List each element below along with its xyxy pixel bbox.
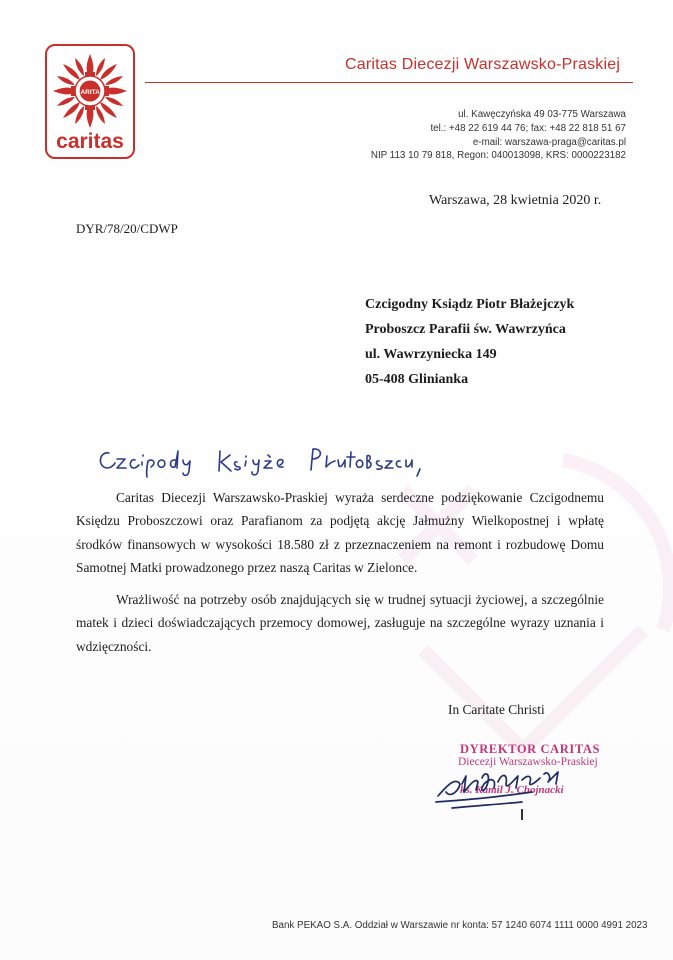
address-block (371, 108, 626, 163)
pen-mark (521, 809, 523, 820)
letter-date: Warszawa, 28 kwietnia 2020 r. (429, 193, 602, 208)
reference-number: DYR/78/20/CDWP (76, 221, 178, 236)
recipient-name: Czcigodny Ksiądz Piotr Błażejczyk (365, 297, 575, 312)
email-line: e-mail: warszawa-praga@caritas.pl (472, 136, 626, 148)
stamp-name: ks. Kamil J. Chojnacki (460, 784, 564, 796)
recipient-title: Proboszcz Parafii św. Wawrzyńca (365, 322, 566, 337)
organization-name: Caritas Diecezji Warszawsko-Praskiej (345, 56, 621, 73)
caritas-logo (45, 44, 135, 159)
registry-line: NIP 113 10 79 818, Regon: 040013098, KRS: 0000223182 (370, 150, 626, 162)
address-line: ul. Kawęczyńska 49 03-775 Warszawa (458, 109, 626, 120)
caritas-flame-cross-icon (51, 52, 129, 130)
handwritten-signature (432, 752, 602, 832)
header-rule (145, 82, 633, 83)
phone-line: tel.: +48 22 619 44 76; fax: +48 22 818 51 67 (430, 122, 626, 134)
bank-footer: Bank PEKAO S.A. Oddział w Warszawie nr konta: 57 1240 6074 1111 0000 4991 2023 (272, 920, 648, 931)
letter-body (76, 486, 604, 658)
logo-ring-text: CARITAS (75, 89, 105, 96)
body-paragraph: Caritas Diecezji Warszawsko-Praskiej wyraża serdeczne podziękowanie Czcigodnemu Księdzu Proboszczowi oraz Parafianom za podjętą akcję Jałmużny Wielkopostnej i wpłatę środków finansowych w wysokości 18.580 zł z przeznaczeniem na remont i rozbudowę Domu Samotnej Matki prowadzonego przez naszą Caritas w Zielonce. (76, 490, 604, 575)
recipient-block (365, 292, 574, 392)
recipient-street: ul. Wawrzyniecka 149 (365, 347, 497, 362)
logo-wordmark: caritas (56, 130, 124, 153)
stamp-title: DYREKTOR CARITAS (460, 742, 601, 756)
body-paragraph: Wrażliwość na potrzeby osób znajdujących się w trudnej sytuacji życiowej, a szczególnie matek i dzieci doświadczających przemocy domowej, zasługuje na szczególne wyrazy uznania i wdzięczności. (76, 592, 604, 654)
stamp-subtitle: Diecezji Warszawsko-Praskiej (458, 756, 598, 768)
handwritten-salutation (95, 441, 435, 481)
closing-phrase: In Caritate Christi (448, 702, 545, 717)
recipient-city: 05-408 Glinianka (365, 372, 469, 387)
